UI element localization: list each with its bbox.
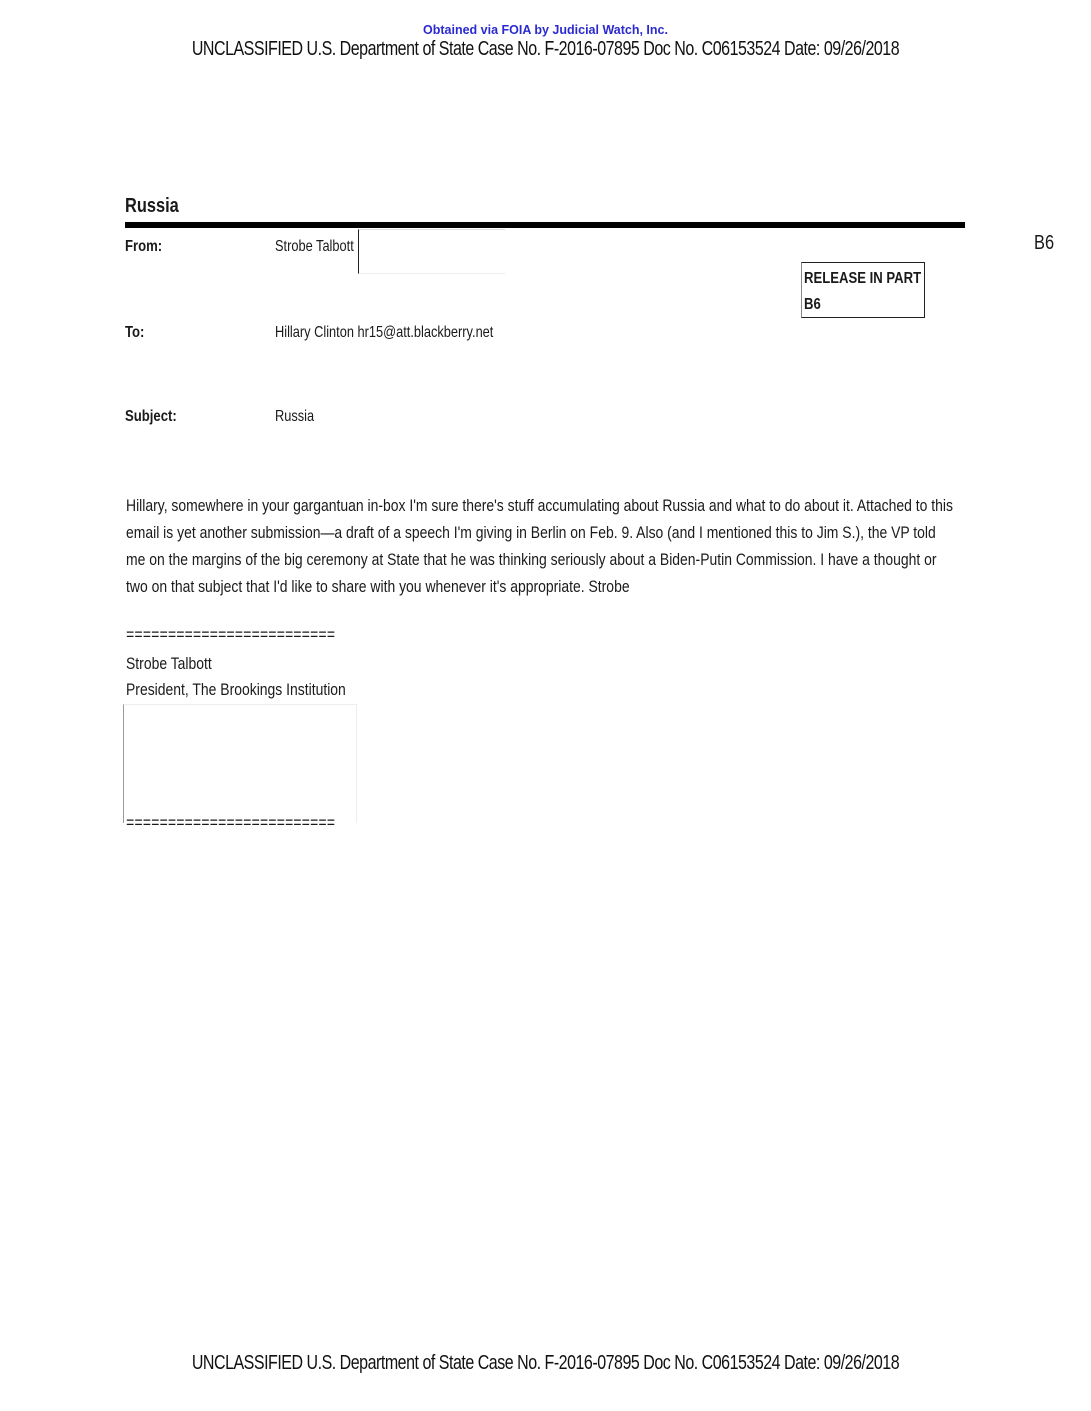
release-stamp xyxy=(804,266,921,318)
classification-header: UNCLASSIFIED U.S. Department of State Case No. F-2016-07895 Doc No. C06153524 Date: 09/26/2018 xyxy=(191,38,900,60)
release-stamp-line2: B6 xyxy=(804,296,821,313)
foia-source-note: Obtained via FOIA by Judicial Watch, Inc. xyxy=(423,23,668,37)
margin-exemption-code: B6 xyxy=(1034,232,1055,254)
from-value: Strobe Talbott xyxy=(275,238,354,255)
signature-name: Strobe Talbott xyxy=(126,654,212,673)
classification-footer: UNCLASSIFIED U.S. Department of State Case No. F-2016-07895 Doc No. C06153524 Date: 09/26/2018 xyxy=(191,1352,900,1374)
redacted-signature-contact xyxy=(123,704,357,823)
email-body: Hillary, somewhere in your gargantuan in-box I'm sure there's stuff accumulating about Russia and what to do about it. Attached to this email is yet another submission—a draft of a speech I'm giving in Berlin on Feb. 9. Also (and I mentioned this to Jim S.), the VP told me on the margins of the big ceremony at State that he was thinking seriously about a Biden-Putin Commission. I have a thought or two on that subject that I'd like to share with you whenever it's appropriate. Strobe xyxy=(126,496,953,596)
redacted-sender-address xyxy=(358,229,505,274)
title-divider xyxy=(125,222,965,228)
from-label: From: xyxy=(125,238,163,255)
subject-label: Subject: xyxy=(125,408,177,425)
subject-value: Russia xyxy=(275,408,315,425)
signature-title: President, The Brookings Institution xyxy=(126,680,346,699)
signature-rule-top: ========================= xyxy=(126,627,336,646)
to-label: To: xyxy=(125,324,145,341)
email-title: Russia xyxy=(125,195,179,217)
release-stamp-line1: RELEASE IN PART xyxy=(804,270,922,287)
signature-rule-bottom: ========================= xyxy=(126,815,336,834)
to-value: Hillary Clinton hr15@att.blackberry.net xyxy=(275,324,494,341)
